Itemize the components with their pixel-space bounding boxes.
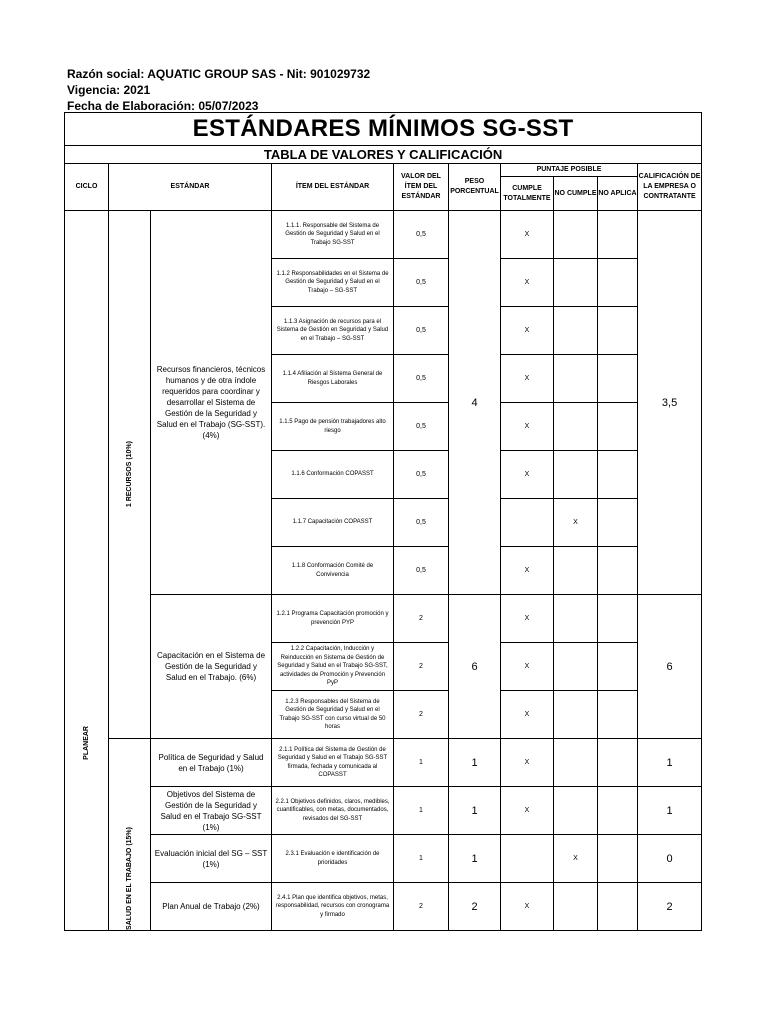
standards-table bbox=[64, 112, 702, 931]
no-aplica-cell bbox=[598, 787, 638, 835]
cumple-cell: X bbox=[501, 307, 554, 355]
col-item: ÍTEM DEL ESTÁNDAR bbox=[272, 164, 394, 211]
weight-cell: 2 bbox=[449, 883, 501, 931]
value-cell: 2 bbox=[394, 883, 449, 931]
standard-cell: Evaluación inicial del SG – SST (1%) bbox=[151, 835, 272, 883]
col-cumple: CUMPLE TOTALMENTE bbox=[501, 177, 554, 211]
weight-cell: 1 bbox=[449, 835, 501, 883]
no-cumple-cell bbox=[554, 739, 598, 787]
value-cell: 1 bbox=[394, 739, 449, 787]
item-cell: 1.1.4 Afiliación al Sistema General de Riesgos Laborales bbox=[272, 355, 394, 403]
cumple-cell: X bbox=[501, 595, 554, 643]
cumple-cell bbox=[501, 835, 554, 883]
no-aplica-cell bbox=[598, 883, 638, 931]
item-cell: 1.1.7 Capacitación COPASST bbox=[272, 499, 394, 547]
cumple-cell: X bbox=[501, 403, 554, 451]
value-cell: 0,5 bbox=[394, 355, 449, 403]
group-label-recursos: 1 RECURSOS (10%) bbox=[126, 441, 133, 508]
item-cell: 1.1.6 Conformación COPASST bbox=[272, 451, 394, 499]
company-name: Razón social: AQUATIC GROUP SAS - Nit: 901029732 bbox=[67, 67, 371, 81]
no-aplica-cell bbox=[598, 499, 638, 547]
item-cell: 1.1.2 Responsabilidades en el Sistema de Gestión de Seguridad y Salud en el Trabajo – SG-SST bbox=[272, 259, 394, 307]
table-subtitle: TABLA DE VALORES Y CALIFICACIÓN bbox=[65, 146, 702, 164]
value-cell: 0,5 bbox=[394, 451, 449, 499]
no-aplica-cell bbox=[598, 739, 638, 787]
table-row bbox=[65, 739, 702, 787]
ciclo-label: PLANEAR bbox=[83, 726, 90, 760]
no-cumple-cell bbox=[554, 451, 598, 499]
col-valor: VALOR DEL ÍTEM DEL ESTÁNDAR bbox=[394, 164, 449, 211]
value-cell: 0,5 bbox=[394, 403, 449, 451]
value-cell: 0,5 bbox=[394, 547, 449, 595]
score-cell: 6 bbox=[638, 595, 702, 739]
cumple-cell: X bbox=[501, 259, 554, 307]
no-cumple-cell bbox=[554, 883, 598, 931]
value-cell: 1 bbox=[394, 835, 449, 883]
col-no-cumple: NO CUMPLE bbox=[554, 177, 598, 211]
group-label-salud: SALUD EN EL TRABAJO (15%) bbox=[126, 827, 133, 930]
item-cell: 2.1.1 Política del Sistema de Gestión de Seguridad y Salud en el Trabajo SG-SST firmada, fechada y comunicada al COPASST bbox=[272, 739, 394, 787]
cumple-cell: X bbox=[501, 739, 554, 787]
cumple-cell: X bbox=[501, 691, 554, 739]
no-aplica-cell bbox=[598, 259, 638, 307]
value-cell: 0,5 bbox=[394, 259, 449, 307]
no-cumple-cell bbox=[554, 211, 598, 259]
no-aplica-cell bbox=[598, 451, 638, 499]
no-cumple-cell bbox=[554, 643, 598, 691]
col-ciclo: CICLO bbox=[65, 164, 109, 211]
no-cumple-cell bbox=[554, 355, 598, 403]
item-cell: 1.2.1 Programa Capacitación promoción y prevención PYP bbox=[272, 595, 394, 643]
table-row bbox=[65, 883, 702, 931]
cumple-cell: X bbox=[501, 211, 554, 259]
no-aplica-cell bbox=[598, 643, 638, 691]
value-cell: 2 bbox=[394, 595, 449, 643]
value-cell: 0,5 bbox=[394, 307, 449, 355]
weight-cell: 1 bbox=[449, 739, 501, 787]
item-cell: 2.3.1 Evaluación e identificación de prioridades bbox=[272, 835, 394, 883]
weight-cell: 1 bbox=[449, 787, 501, 835]
score-cell: 2 bbox=[638, 883, 702, 931]
cumple-cell: X bbox=[501, 547, 554, 595]
item-cell: 2.2.1 Objetivos definidos, claros, medibles, cuantificables, con metas, documentados, revisados del SG-SST bbox=[272, 787, 394, 835]
no-cumple-cell bbox=[554, 547, 598, 595]
cumple-cell: X bbox=[501, 355, 554, 403]
cumple-cell bbox=[501, 499, 554, 547]
col-calificacion: CALIFICACIÓN DE LA EMPRESA O CONTRATANTE bbox=[638, 164, 702, 211]
cumple-cell: X bbox=[501, 643, 554, 691]
no-aplica-cell bbox=[598, 595, 638, 643]
no-aplica-cell bbox=[598, 547, 638, 595]
item-cell: 1.2.3 Responsables del Sistema de Gestión de Seguridad y Salud en el Trabajo SG-SST con curso virtual de 50 horas bbox=[272, 691, 394, 739]
standard-cell: Objetivos del Sistema de Gestión de la Seguridad y Salud en el Trabajo SG-SST (1%) bbox=[151, 787, 272, 835]
cumple-cell: X bbox=[501, 883, 554, 931]
item-cell: 1.1.8 Conformación Comité de Convivencia bbox=[272, 547, 394, 595]
no-aplica-cell bbox=[598, 835, 638, 883]
score-cell: 1 bbox=[638, 787, 702, 835]
standard-cell: Plan Anual de Trabajo (2%) bbox=[151, 883, 272, 931]
no-aplica-cell bbox=[598, 211, 638, 259]
ciclo-cell bbox=[65, 211, 109, 931]
no-aplica-cell bbox=[598, 403, 638, 451]
value-cell: 0,5 bbox=[394, 211, 449, 259]
standard-cell: Política de Seguridad y Salud en el Trabajo (1%) bbox=[151, 739, 272, 787]
no-cumple-cell: X bbox=[554, 499, 598, 547]
standard-cell: Capacitación en el Sistema de Gestión de la Seguridad y Salud en el Trabajo. (6%) bbox=[151, 595, 272, 739]
col-estandar: ESTÁNDAR bbox=[109, 164, 272, 211]
value-cell: 1 bbox=[394, 787, 449, 835]
no-cumple-cell bbox=[554, 259, 598, 307]
no-cumple-cell bbox=[554, 595, 598, 643]
group-cell-recursos bbox=[109, 211, 151, 739]
no-cumple-cell bbox=[554, 307, 598, 355]
vigencia: Vigencia: 2021 bbox=[67, 83, 151, 97]
group-cell-salud bbox=[109, 739, 151, 931]
weight-cell: 4 bbox=[449, 211, 501, 595]
no-aplica-cell bbox=[598, 355, 638, 403]
no-cumple-cell bbox=[554, 403, 598, 451]
value-cell: 0,5 bbox=[394, 499, 449, 547]
score-cell: 1 bbox=[638, 739, 702, 787]
weight-cell: 6 bbox=[449, 595, 501, 739]
item-cell: 1.2.2 Capacitación, Inducción y Reinducción en Sistema de Gestión de Seguridad y Salud en el Trabajo SG-SST, actividades de Promoción y Prevención PyP bbox=[272, 643, 394, 691]
col-peso: PESO PORCENTUAL bbox=[449, 164, 501, 211]
value-cell: 2 bbox=[394, 643, 449, 691]
item-cell: 2.4.1 Plan que identifica objetivos, metas, responsabilidad, recursos con cronograma y firmado bbox=[272, 883, 394, 931]
no-cumple-cell: X bbox=[554, 835, 598, 883]
no-cumple-cell bbox=[554, 787, 598, 835]
score-cell: 0 bbox=[638, 835, 702, 883]
item-cell: 1.1.5 Pago de pensión trabajadores alto riesgo bbox=[272, 403, 394, 451]
value-cell: 2 bbox=[394, 691, 449, 739]
cumple-cell: X bbox=[501, 787, 554, 835]
no-aplica-cell bbox=[598, 691, 638, 739]
item-cell: 1.1.3 Asignación de recursos para el Sistema de Gestión en Seguridad y Salud en el Trabajo – SG-SST bbox=[272, 307, 394, 355]
table-row bbox=[65, 595, 702, 643]
item-cell: 1.1.1. Responsable del Sistema de Gestión de Seguridad y Salud en el Trabajo SG-SST bbox=[272, 211, 394, 259]
score-cell: 3,5 bbox=[638, 211, 702, 595]
standard-cell: Recursos financieros, técnicos humanos y de otra índole requeridos para coordinar y desarrollar el Sistema de Gestión de la Seguridad y Salud en el Trabajo (SG-SST). (4%) bbox=[151, 211, 272, 595]
table-row bbox=[65, 835, 702, 883]
no-cumple-cell bbox=[554, 691, 598, 739]
fecha-elaboracion: Fecha de Elaboración: 05/07/2023 bbox=[67, 99, 259, 113]
table-row bbox=[65, 211, 702, 259]
col-no-aplica: NO APLICA bbox=[598, 177, 638, 211]
page-title: ESTÁNDARES MÍNIMOS SG-SST bbox=[65, 113, 702, 146]
cumple-cell: X bbox=[501, 451, 554, 499]
table-row bbox=[65, 787, 702, 835]
no-aplica-cell bbox=[598, 307, 638, 355]
col-puntaje: PUNTAJE POSIBLE bbox=[501, 164, 638, 177]
